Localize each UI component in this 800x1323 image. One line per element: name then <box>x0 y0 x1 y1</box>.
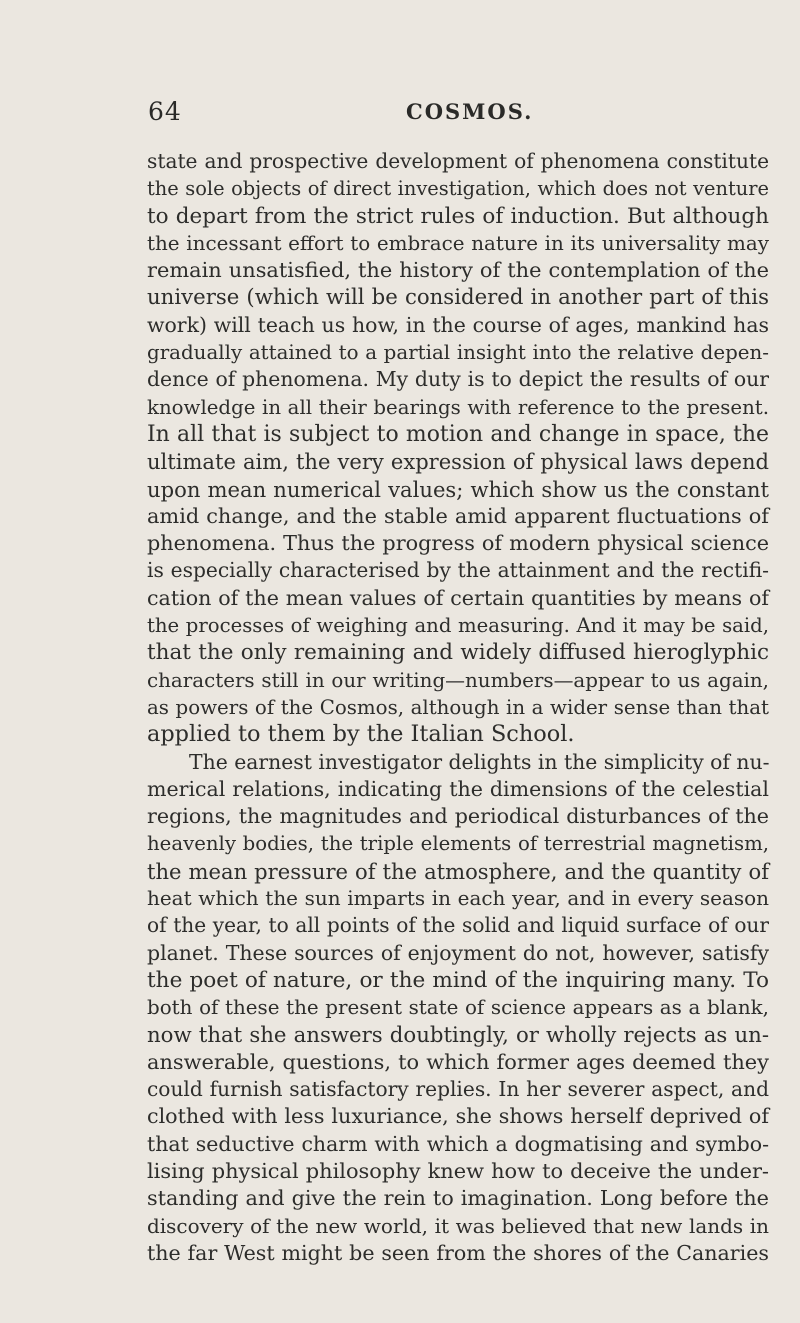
text-line: could furnish satisfactory replies. In her severer aspect, and <box>147 1077 769 1102</box>
text-line: phenomena. Thus the progress of modern physical science <box>147 531 769 556</box>
text-line: now that she answers doubtingly, or wholly rejects as un- <box>147 1022 769 1048</box>
text-line: gradually attained to a partial insight into the relative depen- <box>147 341 769 365</box>
text-line: the incessant effort to embrace nature in its universality may <box>147 231 769 255</box>
text-line: regions, the magnitudes and periodical disturbances of the <box>147 804 769 829</box>
text-line: clothed with less luxuriance, she shows herself deprived of <box>147 1104 769 1129</box>
text-line: merical relations, indicating the dimensions of the celestial <box>147 776 769 801</box>
text-line: ultimate aim, the very expression of physical laws depend <box>147 449 769 475</box>
text-line: that the only remaining and widely diffused hieroglyphic <box>147 640 769 666</box>
text-line: the far West might be seen from the shores of the Canaries <box>147 1240 769 1265</box>
text-line: answerable, questions, to which former ages deemed they <box>147 1049 769 1074</box>
text-line: cation of the mean values of certain quantities by means of <box>147 585 769 610</box>
text-line: the mean pressure of the atmosphere, and the quantity of <box>147 858 769 884</box>
text-line: both of these the present state of science appears as a blank, <box>147 996 769 1020</box>
text-line: In all that is subject to motion and change in space, the <box>147 421 769 447</box>
text-line: lising physical philosophy knew how to deceive the under- <box>147 1158 769 1183</box>
text-line: universe (which will be considered in another part of this <box>147 285 769 311</box>
text-line: work) will teach us how, in the course of ages, mankind has <box>147 312 769 337</box>
text-line: of the year, to all points of the solid and liquid surface of our <box>147 913 769 938</box>
text-line: upon mean numerical values; which show us the constant <box>147 476 769 502</box>
text-line: heat which the sun imparts in each year, and in every season <box>147 886 769 911</box>
text-line: planet. These sources of enjoyment do not, however, satisfy <box>147 940 769 965</box>
text-line: as powers of the Cosmos, although in a wider sense than that <box>147 695 769 719</box>
text-line: dence of phenomena. My duty is to depict the results of our <box>147 367 769 392</box>
page-header <box>148 97 768 137</box>
text-line: amid change, and the stable amid apparent fluctuations of <box>147 503 769 528</box>
text-line: discovery of the new world, it was believed that new lands in <box>147 1213 769 1238</box>
body-text <box>147 148 769 1267</box>
text-line: standing and give the rein to imagination. Long before the <box>147 1186 769 1211</box>
page-number: 64 <box>148 97 182 126</box>
text-line: is especially characterised by the attainment and the rectifi- <box>147 558 769 583</box>
text-line: applied to them by the Italian School. <box>147 721 575 748</box>
text-line: characters still in our writing—numbers—appear to us again, <box>147 668 769 692</box>
text-line: to depart from the strict rules of induction. But although <box>147 203 769 229</box>
text-line: the sole objects of direct investigation, which does not venture <box>147 177 769 201</box>
text-line: The earnest investigator delights in the simplicity of nu- <box>189 749 770 774</box>
text-line: heavenly bodies, the triple elements of terrestrial magnetism, <box>147 832 769 856</box>
text-line: remain unsatisfied, the history of the contemplation of the <box>147 258 769 283</box>
text-line: state and prospective development of phenomena constitute <box>147 149 769 173</box>
text-line: the poet of nature, or the mind of the inquiring many. To <box>147 967 769 993</box>
text-line: knowledge in all their bearings with reference to the present. <box>147 395 769 419</box>
text-line: that seductive charm with which a dogmatising and symbo- <box>147 1131 769 1156</box>
text-line: the processes of weighing and measuring. And it may be said, <box>147 614 769 638</box>
running-title: COSMOS. <box>406 99 534 124</box>
